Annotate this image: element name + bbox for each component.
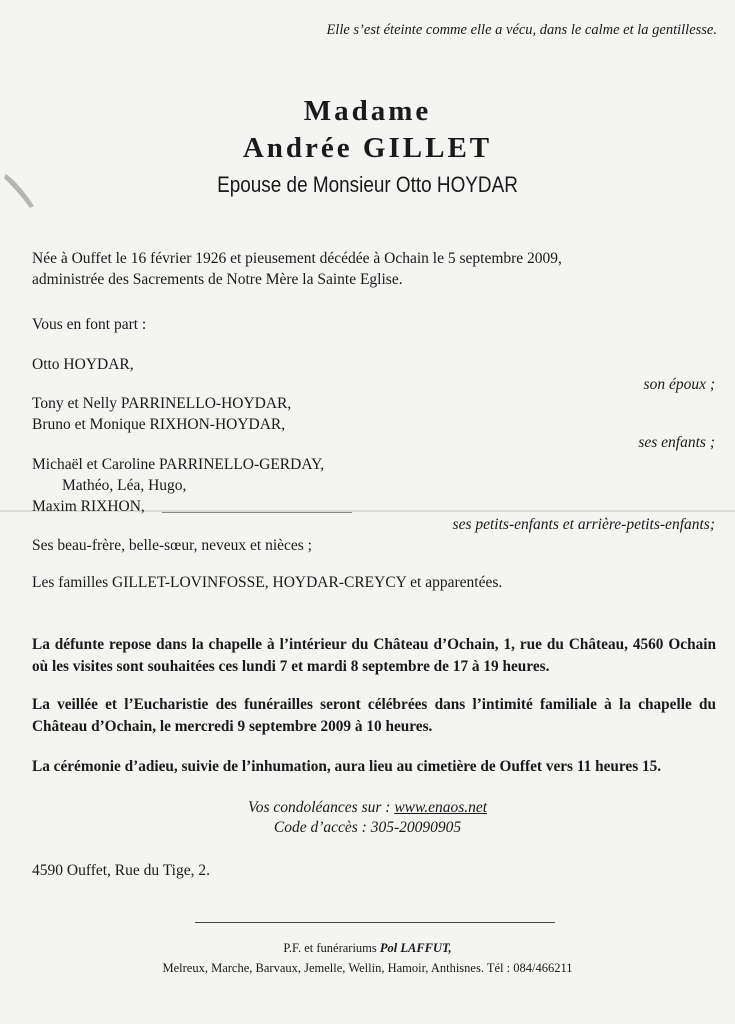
footer-prefix: P.F. et funérariums (283, 941, 377, 955)
notice-ceremony: La cérémonie d’adieu, suivie de l’inhumation, aura lieu au cimetière de Ouffet vers 11 heures 15. (32, 758, 662, 775)
pen-line (162, 512, 352, 513)
notice-repose: La défunte repose dans la chapelle à l’intérieur du Château d’Ochain, 1, rue du Château, 4560 Ochain où les visites sont souhaitées ces lundi 7 et mardi 8 septembre de 17 à 19 heures. (32, 636, 716, 675)
family-relatives: Les familles GILLET-LOVINFOSSE, HOYDAR-CREYCY et apparentées. (32, 574, 503, 591)
condolences-line (0, 799, 735, 817)
smudge-mark (4, 170, 40, 214)
condolences-link[interactable]: www.enaos.net (394, 799, 488, 816)
family-spouse: Otto HOYDAR, (32, 356, 134, 373)
family-child-2: Bruno et Monique RIXHON-HOYDAR, (32, 416, 286, 433)
role-spouse: son époux ; (643, 376, 715, 393)
access-code: Code d’accès : 305-20090905 (273, 819, 462, 836)
family-grandchild-2: Maxim RIXHON, (32, 498, 145, 515)
family-greatgrandchildren: Mathéo, Léa, Hugo, (62, 477, 187, 494)
title-honorific: Madame (303, 95, 432, 127)
title-name: Andrée GILLET (242, 132, 493, 164)
footer-locations: Melreux, Marche, Barvaux, Jemelle, Wellin, Hamoir, Anthisnes. Tél : 084/466211 (162, 961, 573, 975)
home-address: 4590 Ouffet, Rue du Tige, 2. (32, 862, 210, 879)
intro-line-2: administrée des Sacrements de Notre Mère la Sainte Eglise. (32, 271, 403, 288)
footer-company: Pol LAFFUT, (379, 941, 452, 955)
announce-text: Vous en font part : (32, 316, 147, 333)
subtitle-spouse: Epouse de Monsieur Otto HOYDAR (217, 172, 518, 197)
notice-vigil: La veillée et l’Eucharistie des funérailles seront célébrées dans l’intimité familiale à la chapelle du Château d’Ochain, le mercredi 9 septembre 2009 à 10 heures. (32, 696, 716, 735)
intro-line-1: Née à Ouffet le 16 février 1926 et pieusement décédée à Ochain le 5 septembre 2009, (32, 250, 562, 267)
role-children: ses enfants ; (638, 434, 715, 451)
footer-divider (195, 922, 555, 923)
footer-funeral-home (0, 941, 735, 956)
family-in-laws: Ses beau-frère, belle-sœur, neveux et nièces ; (32, 537, 312, 554)
epigraph: Elle s’est éteinte comme elle a vécu, dans le calme et la gentillesse. (326, 22, 717, 38)
family-grandchild-1: Michaël et Caroline PARRINELLO-GERDAY, (32, 456, 325, 473)
family-child-1: Tony et Nelly PARRINELLO-HOYDAR, (32, 395, 292, 412)
condolences-label: Vos condoléances sur : (247, 799, 391, 816)
role-grandchildren: ses petits-enfants et arrière-petits-enfants; (452, 516, 715, 533)
